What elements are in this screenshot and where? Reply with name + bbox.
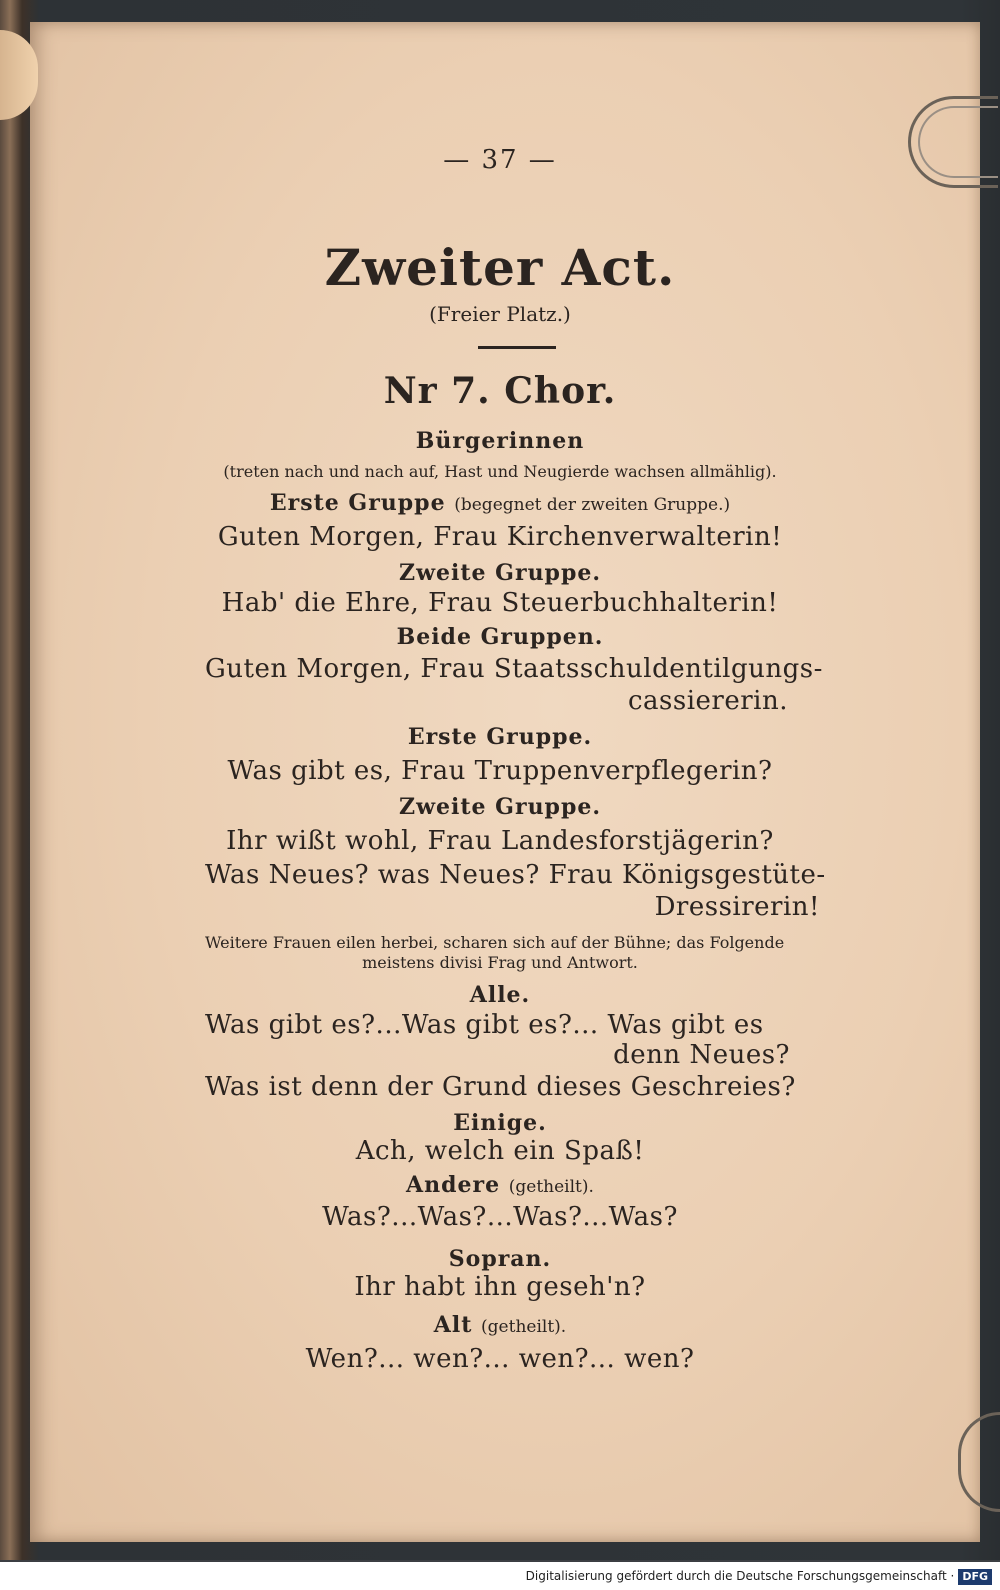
sung-line-3a: Guten Morgen, Frau Staatsschuldentilgungs- (205, 654, 823, 684)
role-einige: Einige. (453, 1110, 547, 1136)
sung-line-7b: denn Neues? (613, 1040, 790, 1070)
role-andere (0, 1172, 1000, 1198)
role-andere-label: Andere (406, 1172, 501, 1198)
sung-line-6a: Was Neues? was Neues? Frau Königsgestüte- (205, 860, 826, 890)
role-alle: Alle. (469, 982, 531, 1008)
role-sopran: Sopran. (448, 1246, 552, 1272)
role-zweite-gruppe-2: Zweite Gruppe. (399, 794, 601, 820)
sung-line-11: Ihr habt ihn geseh'n? (354, 1272, 646, 1302)
act-title: Zweiter Act. (324, 238, 676, 297)
direction-4: (getheilt). (508, 1177, 594, 1197)
role-alt-label: Alt (433, 1312, 473, 1338)
direction-1: (treten nach und nach auf, Hast und Neugierde wachsen allmählig). (223, 462, 777, 481)
sung-line-7a: Was gibt es?...Was gibt es?... Was gibt es (205, 1010, 764, 1040)
direction-3b: meistens divisi Frag und Antwort. (362, 953, 638, 972)
role-beide-gruppen: Beide Gruppen. (396, 624, 604, 650)
number-title: Nr 7. Chor. (383, 370, 617, 412)
role-zweite-gruppe-1: Zweite Gruppe. (399, 560, 601, 586)
sung-line-6b: Dressirerin! (654, 892, 820, 922)
footer-text: Digitalisierung gefördert durch die Deutsche Forschungsgemeinschaft · (525, 1569, 955, 1583)
direction-3a: Weitere Frauen eilen herbei, scharen sich auf der Bühne; das Folgende (205, 933, 785, 952)
sung-line-10: Was?...Was?...Was?...Was? (322, 1202, 678, 1232)
direction-5: (getheilt). (481, 1317, 567, 1337)
sung-line-4: Was gibt es, Frau Truppenverpflegerin? (227, 756, 773, 786)
role-buergerinnen: Bürgerinnen (415, 428, 585, 454)
role-erste-gruppe-1 (0, 490, 1000, 516)
footer-bar (0, 1562, 1000, 1590)
page-number: — 37 — (443, 145, 557, 175)
sung-line-5: Ihr wißt wohl, Frau Landesforstjägerin? (226, 826, 774, 856)
role-erste-gruppe-label: Erste Gruppe (269, 490, 446, 516)
sung-line-1: Guten Morgen, Frau Kirchenverwalterin! (217, 522, 783, 552)
sung-line-2: Hab' die Ehre, Frau Steuerbuchhalterin! (221, 588, 779, 618)
sung-line-8: Was ist denn der Grund dieses Geschreies? (205, 1072, 796, 1102)
direction-2: (begegnet der zweiten Gruppe.) (454, 495, 731, 515)
title-rule (478, 346, 556, 349)
role-erste-gruppe-2: Erste Gruppe. (407, 724, 593, 750)
dfg-logo: DFG (958, 1569, 992, 1585)
sung-line-9: Ach, welch ein Spaß! (355, 1136, 645, 1166)
sung-line-3b: cassiererin. (627, 686, 788, 716)
act-subtitle: (Freier Platz.) (429, 302, 571, 326)
role-alt (0, 1312, 1000, 1338)
sung-line-12: Wen?... wen?... wen?... wen? (305, 1344, 695, 1374)
